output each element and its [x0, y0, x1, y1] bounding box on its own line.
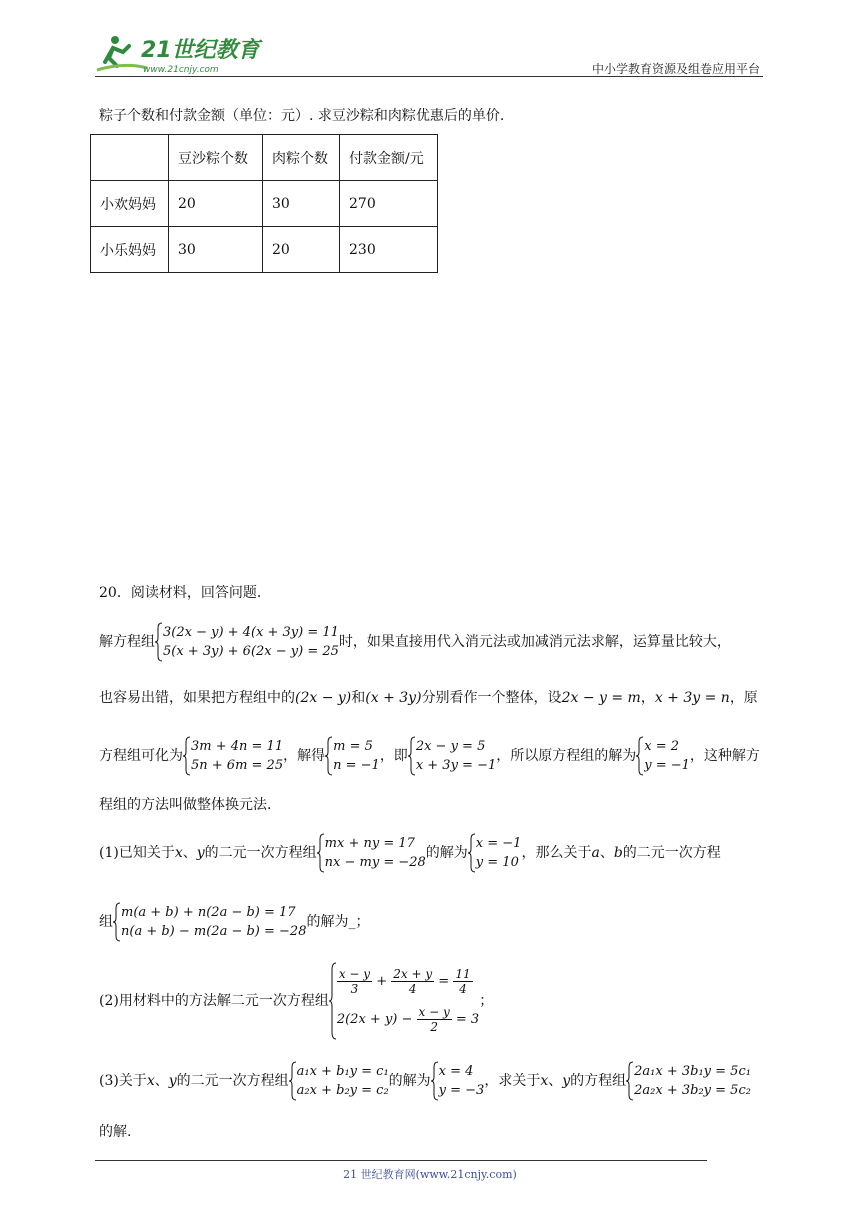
equation-system — [163, 623, 339, 661]
left-brace-icon — [408, 736, 416, 776]
text: 的二元一次方程组 — [176, 1073, 289, 1089]
text: 组 — [99, 914, 113, 930]
table-header-cell: 肉粽个数 — [263, 135, 340, 181]
math-var: b — [613, 845, 623, 861]
equation: y = 10 — [475, 855, 519, 870]
math-var: x — [540, 1073, 549, 1089]
equation: 5(x + 3y) + 6(2x − y) = 25 — [163, 644, 339, 659]
equation: 2a₂x + 3b₂y = 5c₂ — [634, 1083, 751, 1098]
denominator: 3 — [350, 982, 359, 996]
math-var: y — [562, 1073, 571, 1089]
fraction — [391, 967, 434, 996]
material-line-3 — [99, 736, 760, 776]
equation — [336, 1005, 480, 1034]
part-3 — [99, 1061, 751, 1101]
equation-system — [297, 1062, 389, 1100]
math-term: (x + 3y) — [365, 690, 422, 706]
text: 、 — [548, 1073, 563, 1089]
equation — [337, 967, 473, 996]
left-brace-icon — [329, 962, 337, 1040]
table-cell: 270 — [340, 181, 438, 227]
numerator: 2x + y — [393, 967, 433, 981]
equation-system — [325, 834, 426, 872]
zongzi-table — [90, 134, 438, 273]
text: 、 — [182, 845, 197, 861]
part-1-system — [99, 902, 369, 942]
table-cell: 30 — [263, 181, 340, 227]
denominator: 2 — [430, 1020, 438, 1034]
equation-system — [333, 737, 380, 775]
numerator: 11 — [455, 967, 471, 981]
equation-system — [191, 737, 283, 775]
text: 、 — [599, 845, 614, 861]
text: 的二元一次方程 — [622, 845, 721, 861]
text: 的解为 — [388, 1073, 431, 1089]
equation: a₂x + b₂y = c₂ — [296, 1083, 389, 1098]
math-var: a — [591, 845, 600, 861]
equation: 3(2x − y) + 4(x + 3y) = 11 — [163, 625, 339, 640]
text: ，那么关于 — [521, 845, 592, 861]
platform-name: 中小学教育资源及组卷应用平台 — [591, 62, 760, 76]
text: ，所以原方程组的解为 — [496, 748, 637, 764]
denominator: 4 — [408, 982, 417, 996]
left-brace-icon — [155, 622, 163, 662]
footer-rule — [95, 1160, 707, 1161]
equation: a₁x + b₁y = c₁ — [296, 1064, 389, 1079]
left-brace-icon — [468, 833, 476, 873]
equation: 2a₁x + 3b₁y = 5c₁ — [634, 1064, 751, 1079]
equation: y = −1 — [644, 758, 690, 773]
math-var: y — [168, 1073, 177, 1089]
equation: 2x − y = 5 — [415, 739, 486, 754]
text: ， — [640, 690, 655, 706]
math-term: (2x − y) — [295, 690, 352, 706]
text: 和 — [351, 690, 366, 706]
math-var: x — [174, 845, 183, 861]
table-cell: 20 — [169, 181, 263, 227]
equation-system — [634, 1062, 751, 1100]
table-cell: 20 — [263, 227, 340, 273]
text: 的二元一次方程组 — [204, 845, 317, 861]
material-line-1 — [99, 622, 731, 662]
table-cell: 30 — [169, 227, 263, 273]
table-header-cell: 豆沙粽个数 — [169, 135, 263, 181]
question-title: 20．阅读材料，回答问题． — [99, 585, 271, 601]
left-brace-icon — [289, 1061, 297, 1101]
numerator: x − y — [418, 1005, 450, 1019]
equation: n(a + b) − m(2a − b) = −28 — [121, 924, 307, 939]
table-header-row — [91, 135, 438, 181]
equation: x = 4 — [438, 1064, 474, 1079]
left-brace-icon — [626, 1061, 634, 1101]
text: 时，如果直接用代入消元法或加减消元法求解，运算量比较大， — [338, 634, 731, 650]
table-row — [91, 181, 438, 227]
equation: 5n + 6m = 25 — [191, 758, 284, 773]
text: 也容易出错，如果把方程组中的 — [99, 690, 295, 706]
equation: x = −1 — [475, 836, 522, 851]
equation-system — [416, 737, 496, 775]
equation-part: 2(2x + y) − — [336, 1012, 413, 1027]
fraction — [417, 1005, 452, 1034]
text: (1)已知关于 — [99, 845, 175, 861]
runner-icon — [97, 36, 147, 70]
text: 解方程组 — [99, 634, 155, 650]
table-row — [91, 227, 438, 273]
equation-part: = 3 — [455, 1012, 480, 1027]
equation-system — [476, 834, 522, 872]
text: (2)用材料中的方法解二元一次方程组 — [99, 993, 329, 1009]
text: 、 — [154, 1073, 169, 1089]
equation-system — [439, 1062, 485, 1100]
equation-system — [121, 903, 306, 941]
text: 方程组可化为 — [99, 748, 183, 764]
header-rule — [95, 76, 763, 77]
text: ，原 — [729, 690, 758, 706]
text: ，解得 — [283, 748, 326, 764]
table-header-cell — [91, 135, 169, 181]
part-2 — [99, 962, 493, 1040]
text: ，即 — [379, 748, 408, 764]
table-cell: 230 — [340, 227, 438, 273]
equation-system — [644, 737, 690, 775]
text: 的方程组 — [570, 1073, 627, 1089]
text: 的解为_； — [306, 914, 370, 930]
equation: m = 5 — [333, 739, 373, 754]
left-brace-icon — [113, 902, 121, 942]
table-cell: 小欢妈妈 — [91, 181, 169, 227]
text: 的解为 — [425, 845, 468, 861]
material-line-2 — [99, 688, 758, 708]
left-brace-icon — [431, 1061, 439, 1101]
text: ，求关于 — [484, 1073, 541, 1089]
left-brace-icon — [317, 833, 325, 873]
part-3-end: 的解. — [99, 1124, 132, 1140]
equation: mx + ny = 17 — [324, 836, 415, 851]
left-brace-icon — [183, 736, 191, 776]
table-header-cell: 付款金额/元 — [340, 135, 438, 181]
equation: nx − my = −28 — [324, 855, 426, 870]
left-brace-icon — [325, 736, 333, 776]
numerator: x − y — [338, 967, 371, 981]
operator: + — [376, 974, 388, 989]
material-line-4: 程组的方法叫做整体换元法． — [99, 797, 281, 813]
math-var: y — [196, 845, 205, 861]
text: ； — [479, 993, 494, 1009]
table-cell: 小乐妈妈 — [91, 227, 169, 273]
intro-line: 粽子个数和付款金额（单位：元）. 求豆沙粽和肉粽优惠后的单价. — [99, 108, 505, 124]
denominator: 4 — [459, 982, 467, 996]
text: 分别看作一个整体，设 — [421, 690, 562, 706]
equation: m(a + b) + n(2a − b) = 17 — [121, 905, 296, 920]
equation: n = −1 — [333, 758, 380, 773]
footer-text: 21 世纪教育网(www.21cnjy.com) — [343, 1168, 517, 1181]
fraction — [453, 967, 472, 996]
text: ，这种解方 — [689, 748, 760, 764]
math-term: x + 3y = n — [654, 690, 730, 706]
site-logo — [95, 32, 275, 76]
equation: y = −3 — [438, 1083, 485, 1098]
operator: = — [438, 974, 450, 989]
equation: x + 3y = −1 — [415, 758, 497, 773]
equation-system — [337, 963, 479, 1039]
equation: 3m + 4n = 11 — [191, 739, 284, 754]
logo-text: 21世纪教育 — [141, 38, 260, 63]
text: (3)关于 — [99, 1073, 147, 1089]
logo-url: www.21cnjy.com — [143, 65, 219, 75]
equation: x = 2 — [644, 739, 680, 754]
fraction — [337, 967, 372, 996]
math-var: x — [146, 1073, 155, 1089]
math-term: 2x − y = m — [561, 690, 641, 706]
part-1 — [99, 833, 721, 873]
